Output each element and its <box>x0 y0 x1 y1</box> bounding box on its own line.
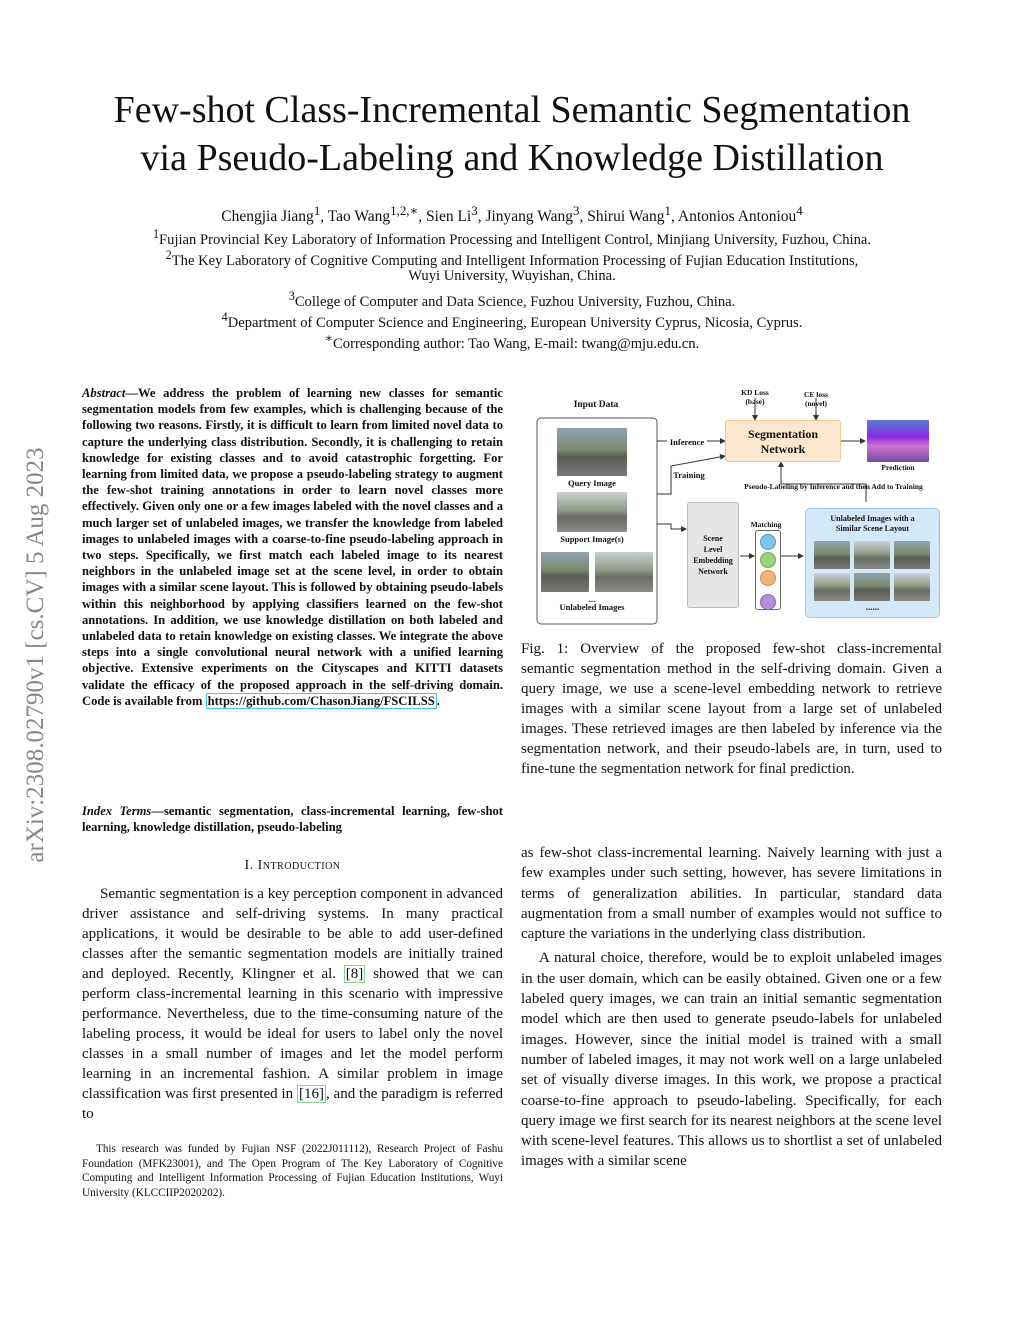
abstract-label: Abstract <box>82 386 126 400</box>
section-number: I. <box>244 858 254 873</box>
pseudo-labeling-label: Pseudo-Labeling by Inference and then Add to Training <box>744 482 923 491</box>
scene-embedding-network-box: Scene Level Embedding Network <box>687 502 739 608</box>
aff-text: The Key Laboratory of Cognitive Computing and Intelligent Information Processing of Fujian Education Institutions, <box>171 252 859 269</box>
feature-dot <box>760 594 776 610</box>
aff-sup: ∗ <box>324 331 334 345</box>
ce-loss-label: CE loss (novel) <box>804 390 828 408</box>
segmentation-network-box: Segmentation Network <box>725 420 841 462</box>
support-images-label: Support Image(s) <box>560 534 624 544</box>
similar-image <box>854 573 890 601</box>
similar-image <box>894 541 930 569</box>
paper-title <box>60 86 964 182</box>
figure-overview <box>521 384 942 630</box>
intro-paragraph <box>82 884 503 1124</box>
caption-label: Fig. 1: <box>521 641 569 657</box>
unlabeled-image <box>595 552 653 592</box>
kd-loss-label: KD Loss (base) <box>741 388 769 406</box>
footnote-text: This research was funded by Fujian NSF (2022J011112), Research Project of Fashu Foundation (MFK23001), and The Open Program of The Key Laboratory of Cognitive Computing and Intelligent Information Processing of Fujian Education Institutions, Wuyi University (KLCCIIP2020202). <box>82 1143 503 1199</box>
dots-small: ... <box>588 594 596 604</box>
caption-text: Overview of the proposed few-shot class-incremental semantic segmentation method in the self-driving domain. Given a query image, we use a scene-level embedding network to retrieve images with a similar scene layout from a large set of unlabeled images. These retrieved images are then labeled by inference via the segmentation network, and their pseudo-labels are, in turn, used to fine-tune the segmentation network for final prediction. <box>521 641 942 777</box>
aff-text: College of Computer and Data Science, Fuzhou University, Fuzhou, China. <box>294 293 736 310</box>
aff-text: Fujian Provincial Key Laboratory of Information Processing and Intelligent Control, Minjiang University, Fuzhou, China. <box>159 231 872 248</box>
author: Antonios Antoniou <box>677 208 797 226</box>
section-heading <box>82 858 503 874</box>
unlabeled-images-label: Unlabeled Images <box>559 602 625 612</box>
arxiv-side-label <box>16 355 56 955</box>
aff-text: Department of Computer Science and Engineering, European University Cyprus, Nicosia, Cyprus. <box>227 314 803 331</box>
title-line-2: via Pseudo-Labeling and Knowledge Distillation <box>140 137 884 179</box>
inference-label: Inference <box>667 437 707 447</box>
aff-text: Wuyi University, Wuyishan, China. <box>408 268 616 284</box>
author-list: Chengjia Jiang$^1$, Tao Wang$^{1,2,∗}$, Sien Li$^3$, Jinyang Wang$^3$, Shirui Wang$^1$, Antonios Antoniou$^4$ <box>221 203 803 226</box>
footnote <box>82 1142 503 1200</box>
similar-scene-box <box>805 508 940 618</box>
author-sup: 1 <box>313 203 321 218</box>
prediction-label: Prediction <box>881 463 915 472</box>
index-terms-text: —semantic segmentation, class-incremental learning, few-shot learning, knowledge distillation, pseudo-labeling <box>82 804 503 835</box>
code-link[interactable]: https://github.com/ChasonJiang/FSCILSS <box>207 693 435 708</box>
section-title: Introduction <box>257 858 341 873</box>
citation-link[interactable]: [16] <box>298 1086 324 1102</box>
arxiv-id: arXiv:2308.02790v1 [cs.CV] 5 Aug 2023 <box>22 447 49 863</box>
body-text: showed that we can perform class-incremental learning in this scenario with impressive performance. Nevertheless, due to the time-consuming nature of the labeling process, it would be ideal for users to label only the novel classes in a small number of images and let the model perform learning in an incremental fashion. A similar problem in image classification was first presented in <box>82 966 503 1102</box>
body-paragraph: A natural choice, therefore, would be to exploit unlabeled images in the user domain, which can be easily obtained. Given one or a few labeled query images, we can train an initial semantic segmentation model which are then used to generate pseudo-labels for unlabeled images. However, since the initial model is trained with a small number of labeled images, it may not work well on a large unlabeled set of visually diverse images. In this work, we propose a practical coarse-to-fine approach to pseudo-labeling. Specifically, for each query image we first search for its nearest neighbors at the scene level with scene-level features. This allows us to shortlist a set of unlabeled images with a similar scene <box>521 950 942 1170</box>
unlabeled-image <box>541 552 589 592</box>
index-terms-label: Index Terms <box>82 804 152 818</box>
feature-dot <box>760 534 776 550</box>
similar-image <box>854 541 890 569</box>
author-sup: 1 <box>664 203 671 218</box>
abstract-text: —We address the problem of learning new classes for semantic segmentation models from few examples, which is challenging because of the following two reasons. Firstly, it is difficult to learn from limited novel data to capture the underlying class distribution. Secondly, it is challenging to retain knowledge for existing classes and to avoid catastrophic forgetting. For learning from limited data, we propose a pseudo-labeling strategy to augment the few-shot training annotations in order to learn novel classes more effectively. Given only one or a few images labeled with the novel classes and a much larger set of unlabeled images, we transfer the knowledge from labeled images to unlabeled images with a coarse-to-fine pseudo-labeling approach in two steps. Specifically, we first match each labeled image to its nearest neighbors in the unlabeled image set at the scene level, in order to obtain images with a similar scene layout. This is followed by obtaining pseudo-labels within this neighborhood by applying classifiers learned on the few-shot annotations. In addition, we use knowledge distillation on both labeled and unlabeled data to retain knowledge on existing classes. We integrate the above steps into a single convolutional neural network with a unified learning objective. Extensive experiments on the Cityscapes and KITTI datasets validate the efficacy of the proposed approach in the self-driving domain. Code is available from <box>82 386 503 708</box>
body-text: , and the paradigm is referred to <box>82 1086 503 1122</box>
citation-link[interactable]: [8] <box>345 966 364 982</box>
intro-continued <box>521 843 942 1172</box>
author: Jinyang Wang <box>485 208 574 226</box>
author-sup: 3 <box>573 203 580 218</box>
abstract-end: . <box>436 693 440 708</box>
matching-box <box>755 530 781 610</box>
aff-sup: 2 <box>165 248 172 262</box>
aff-text: Corresponding author: Tao Wang, E-mail: twang@mju.edu.cn. <box>333 335 700 352</box>
to-scene-arrow <box>657 524 686 529</box>
author: Sien Li <box>426 208 472 226</box>
author-sup: 3 <box>471 203 478 218</box>
author: Tao Wang <box>327 208 391 226</box>
feature-dot <box>760 570 776 586</box>
aff-sup: 1 <box>152 227 160 241</box>
training-label: Training <box>673 470 705 480</box>
author: Shirui Wang <box>587 208 665 226</box>
query-image-label: Query Image <box>568 478 616 488</box>
prediction-image <box>867 420 929 462</box>
abstract <box>82 385 503 709</box>
index-terms <box>82 803 503 835</box>
input-data-label: Input Data <box>573 400 619 410</box>
author-sup: 1,2,∗ <box>390 203 419 218</box>
body-text: Semantic segmentation is a key perception component in advanced driver assistance and self-driving systems. In many practical applications, it would be desirable to be able to add user-defined classes after the semantic segmentation models are initially trained and deployed. Recently, Klingner et al. <box>82 886 503 982</box>
aff-sup: 3 <box>288 289 295 303</box>
body-paragraph: as few-shot class-incremental learning. Naively learning with just a few examples under such setting, however, has severe limitations in terms of generalization abilities. In particular, standard data augmentation from a small number of examples would not suffice to capture the variations in the underlying class distribution. <box>521 845 942 943</box>
aff-sup: 4 <box>221 310 228 324</box>
author: Chengjia Jiang <box>221 208 314 226</box>
support-image <box>557 492 627 532</box>
query-image <box>557 428 627 476</box>
author-sup: 4 <box>796 203 803 218</box>
similar-image <box>814 541 850 569</box>
dots-big: ...... <box>865 602 880 612</box>
affiliation <box>40 266 984 287</box>
title-line-1: Few-shot Class-Incremental Semantic Segmentation <box>113 89 911 131</box>
similar-scene-label: Unlabeled Images with a Similar Scene Layout <box>830 514 915 533</box>
feature-dot <box>760 552 776 568</box>
similar-image <box>814 573 850 601</box>
similar-image <box>894 573 930 601</box>
corresponding-author <box>40 328 984 355</box>
matching-label: Matching <box>750 520 782 529</box>
figure-caption <box>521 639 942 779</box>
